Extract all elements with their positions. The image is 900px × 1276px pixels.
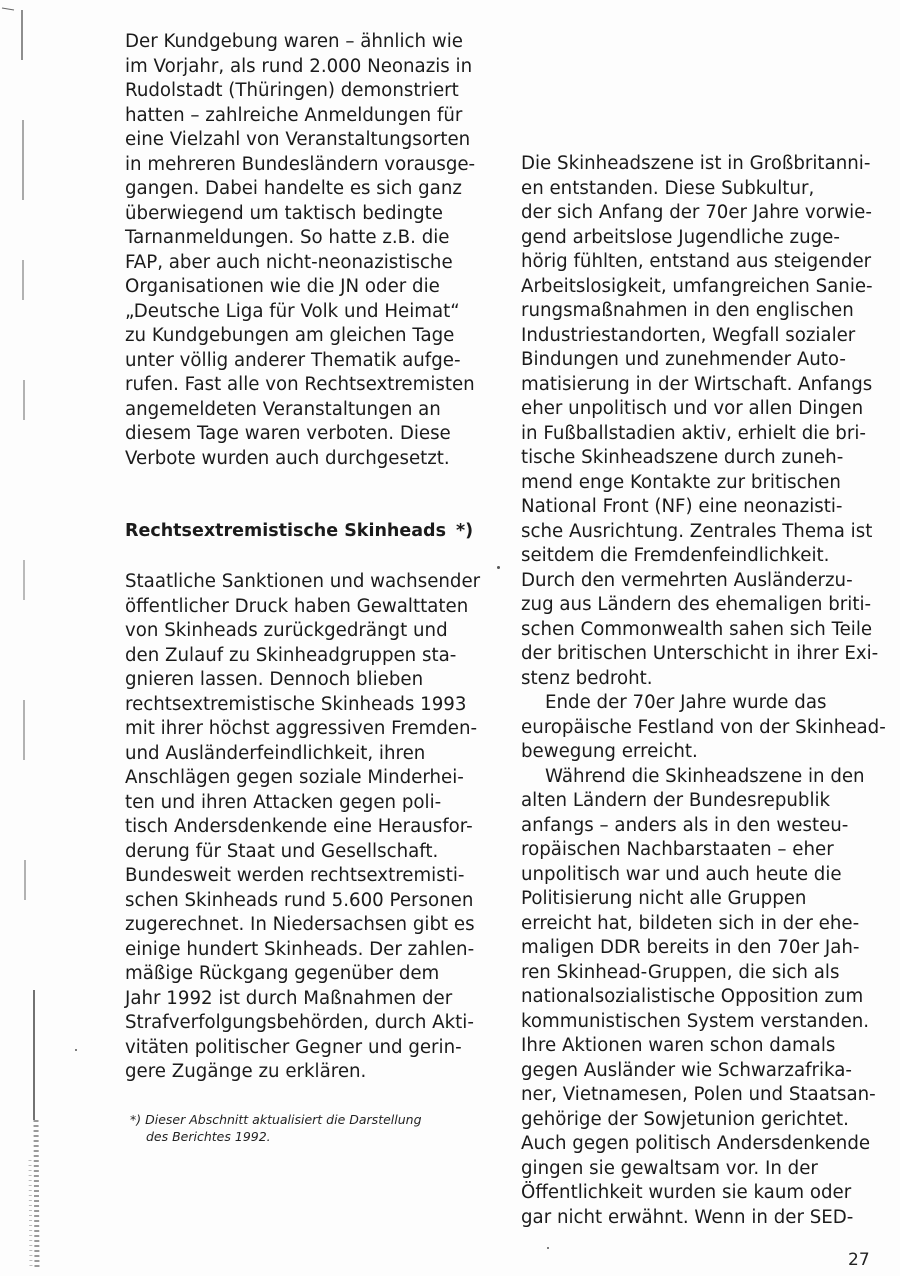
text-line: Die Skinheadszene ist in Großbritanni- [521, 153, 871, 174]
text-line: ren Skinhead-Gruppen, die sich als [521, 961, 840, 983]
text-line: erreicht hat, bildeten sich in der ehe- [521, 912, 860, 934]
text-line: „Deutsche Liga für Volk und Heimat“ [125, 300, 460, 322]
text-line: Organisationen wie die JN oder die [125, 276, 440, 297]
text-line: zugerechnet. In Niedersachsen gibt es [125, 914, 475, 935]
text-line: alten Ländern der Bundesrepublik [521, 790, 831, 811]
text-line: schen Skinheads rund 5.600 Personen [125, 889, 474, 911]
text-line: gere Zugänge zu erklären. [125, 1061, 367, 1082]
right-column-paragraph-1 [521, 152, 877, 691]
text-line: Bundesweit werden rechtsextremisti- [125, 865, 465, 886]
footnote [130, 1111, 480, 1145]
text-line: der sich Anfang der 70er Jahre vorwie- [521, 202, 872, 223]
text-line: ner, Vietnamesen, Polen und Staatsan- [521, 1084, 876, 1105]
text-line: unter völlig anderer Thematik aufge- [125, 349, 461, 371]
text-line: öffentlicher Druck haben Gewalttaten [125, 595, 469, 617]
text-line: im Vorjahr, als rund 2.000 Neonazis in [125, 55, 473, 77]
text-line: tisch Andersdenkende eine Herausfor- [125, 816, 473, 837]
text-line: schen Commonwealth sahen sich Teile [521, 618, 873, 640]
text-line: in Fußballstadien aktiv, erhielt die bri- [521, 422, 866, 444]
text-line: der britischen Unterschicht in ihrer Exi- [521, 643, 879, 664]
right-column [521, 152, 886, 1230]
text-line: gehörige der Sowjetunion gerichtet. [521, 1108, 849, 1130]
text-line: sche Ausrichtung. Zentrales Thema ist [521, 520, 873, 542]
text-line: gingen sie gewaltsam vor. In der [521, 1157, 818, 1179]
text-line: diesem Tage waren verboten. Diese [125, 423, 451, 444]
text-line: kommunistischen System verstanden. [521, 1010, 870, 1032]
text-line: eine Vielzahl von Veranstaltungsorten [125, 129, 471, 150]
left-column-paragraph-1 [125, 30, 476, 471]
text-line: seitdem die Fremdenfeindlichkeit. [521, 545, 830, 566]
text-line: Der Kundgebung waren – ähnlich wie [125, 31, 463, 52]
text-line: anfangs – anders als in den westeu- [521, 814, 849, 836]
scan-speck [547, 1247, 549, 1249]
text-line: bewegung erreicht. [521, 741, 698, 762]
footnote-line: des Berichtes 1992. [146, 1129, 271, 1144]
text-line: überwiegend um taktisch bedingte [125, 202, 443, 224]
text-line: Strafverfolgungsbehörden, durch Akti- [125, 1012, 474, 1033]
text-line: National Front (NF) eine neonazisti- [521, 496, 843, 517]
text-line: gegen Ausländer wie Schwarzafrika- [521, 1059, 852, 1081]
text-line: gar nicht erwähnt. Wenn in der SED- [521, 1206, 854, 1228]
text-line: rungsmaßnahmen in den englischen [521, 300, 854, 321]
scan-speck [75, 1049, 77, 1051]
footnote-line: *) Dieser Abschnitt aktualisiert die Darstellung [130, 1112, 422, 1127]
text-line: angemeldeten Veranstaltungen an [125, 398, 441, 420]
scan-speck [497, 566, 500, 569]
text-line: eher unpolitisch und vor allen Dingen [521, 398, 864, 419]
text-line: gangen. Dabei handelte es sich ganz [125, 178, 462, 199]
text-line: Öffentlichkeit wurden sie kaum oder [521, 1182, 852, 1203]
text-line: en entstanden. Diese Subkultur, [521, 177, 815, 199]
text-line: mäßige Rückgang gegenüber dem [125, 963, 440, 984]
text-line: mend enge Kontakte zur britischen [521, 471, 841, 493]
left-column-paragraph-2 [125, 570, 481, 1085]
text-line: maligen DDR bereits in den 70er Jah- [521, 937, 860, 958]
text-line: Verbote wurden auch durchgesetzt. [125, 447, 450, 469]
text-line: derung für Staat und Gesellschaft. [125, 840, 439, 862]
text-line: Ihre Aktionen waren schon damals [521, 1035, 836, 1056]
text-line: Rudolstadt (Thüringen) demonstriert [125, 80, 459, 101]
text-line: Jahr 1992 ist durch Maßnahmen der [125, 987, 453, 1009]
text-line: nationalsozialistische Opposition zum [521, 986, 864, 1007]
text-line: gnieren lassen. Dennoch blieben [125, 669, 424, 690]
right-column-paragraph-2 [521, 691, 886, 765]
text-line: tische Skinheadszene durch zuneh- [521, 447, 844, 468]
text-line: Anschlägen gegen soziale Minderhei- [125, 767, 464, 788]
text-line: von Skinheads zurückgedrängt und [125, 620, 448, 641]
text-line: Durch den vermehrten Ausländerzu- [521, 569, 853, 591]
right-column-paragraph-3 [521, 765, 877, 1231]
text-line: vitäten politischer Gegner und gerin- [125, 1036, 462, 1058]
text-line: europäische Festland von der Skinhead- [521, 716, 886, 738]
text-line: hatten – zahlreiche Anmeldungen für [125, 104, 463, 126]
text-line: zu Kundgebungen am gleichen Tage [125, 325, 455, 346]
text-line: unpolitisch war und auch heute die [521, 863, 842, 885]
text-line: hörig fühlten, entstand aus steigender [521, 251, 872, 272]
scan-binding-edge [0, 0, 40, 1276]
text-line: matisierung in der Wirtschaft. Anfangs [521, 373, 873, 395]
text-line: einige hundert Skinheads. Der zahlen- [125, 938, 475, 960]
text-line: Industriestandorten, Wegfall sozialer [521, 324, 856, 346]
text-line: Auch gegen politisch Andersdenkende [521, 1133, 871, 1154]
text-line: Arbeitslosigkeit, umfangreichen Sanie- [521, 275, 873, 297]
text-line: ropäischen Nachbarstaaten – eher [521, 839, 834, 860]
text-line: Ende der 70er Jahre wurde das [545, 692, 827, 713]
text-line: und Ausländerfeindlichkeit, ihren [125, 742, 426, 764]
text-line: ten und ihren Attacken gegen poli- [125, 791, 442, 813]
text-line: Politisierung nicht alle Gruppen [521, 888, 807, 909]
text-line: Bindungen und zunehmender Auto- [521, 349, 846, 370]
section-heading-text: Rechtsextremistische Skinheads [125, 521, 446, 541]
text-line: mit ihrer höchst aggressiven Fremden- [125, 718, 478, 739]
section-heading [125, 521, 473, 541]
text-line: zug aus Ländern des ehemaligen briti- [521, 594, 872, 615]
text-line: rufen. Fast alle von Rechtsextremisten [125, 374, 475, 395]
text-line: Während die Skinheadszene in den [545, 765, 865, 787]
text-line: den Zulauf zu Skinheadgruppen sta- [125, 644, 457, 666]
text-line: rechtsextremistische Skinheads 1993 [125, 693, 467, 715]
text-line: in mehreren Bundesländern vorausge- [125, 153, 476, 175]
text-line: stenz bedroht. [521, 667, 653, 689]
text-line: Tarnanmeldungen. So hatte z.B. die [125, 227, 450, 248]
text-line: gend arbeitslose Jugendliche zuge- [521, 226, 840, 248]
text-line: Staatliche Sanktionen und wachsender [125, 571, 481, 592]
text-line: FAP, aber auch nicht-neonazistische [125, 251, 453, 273]
footnote-marker: *) [455, 521, 474, 541]
page-number: 27 [848, 1250, 870, 1270]
